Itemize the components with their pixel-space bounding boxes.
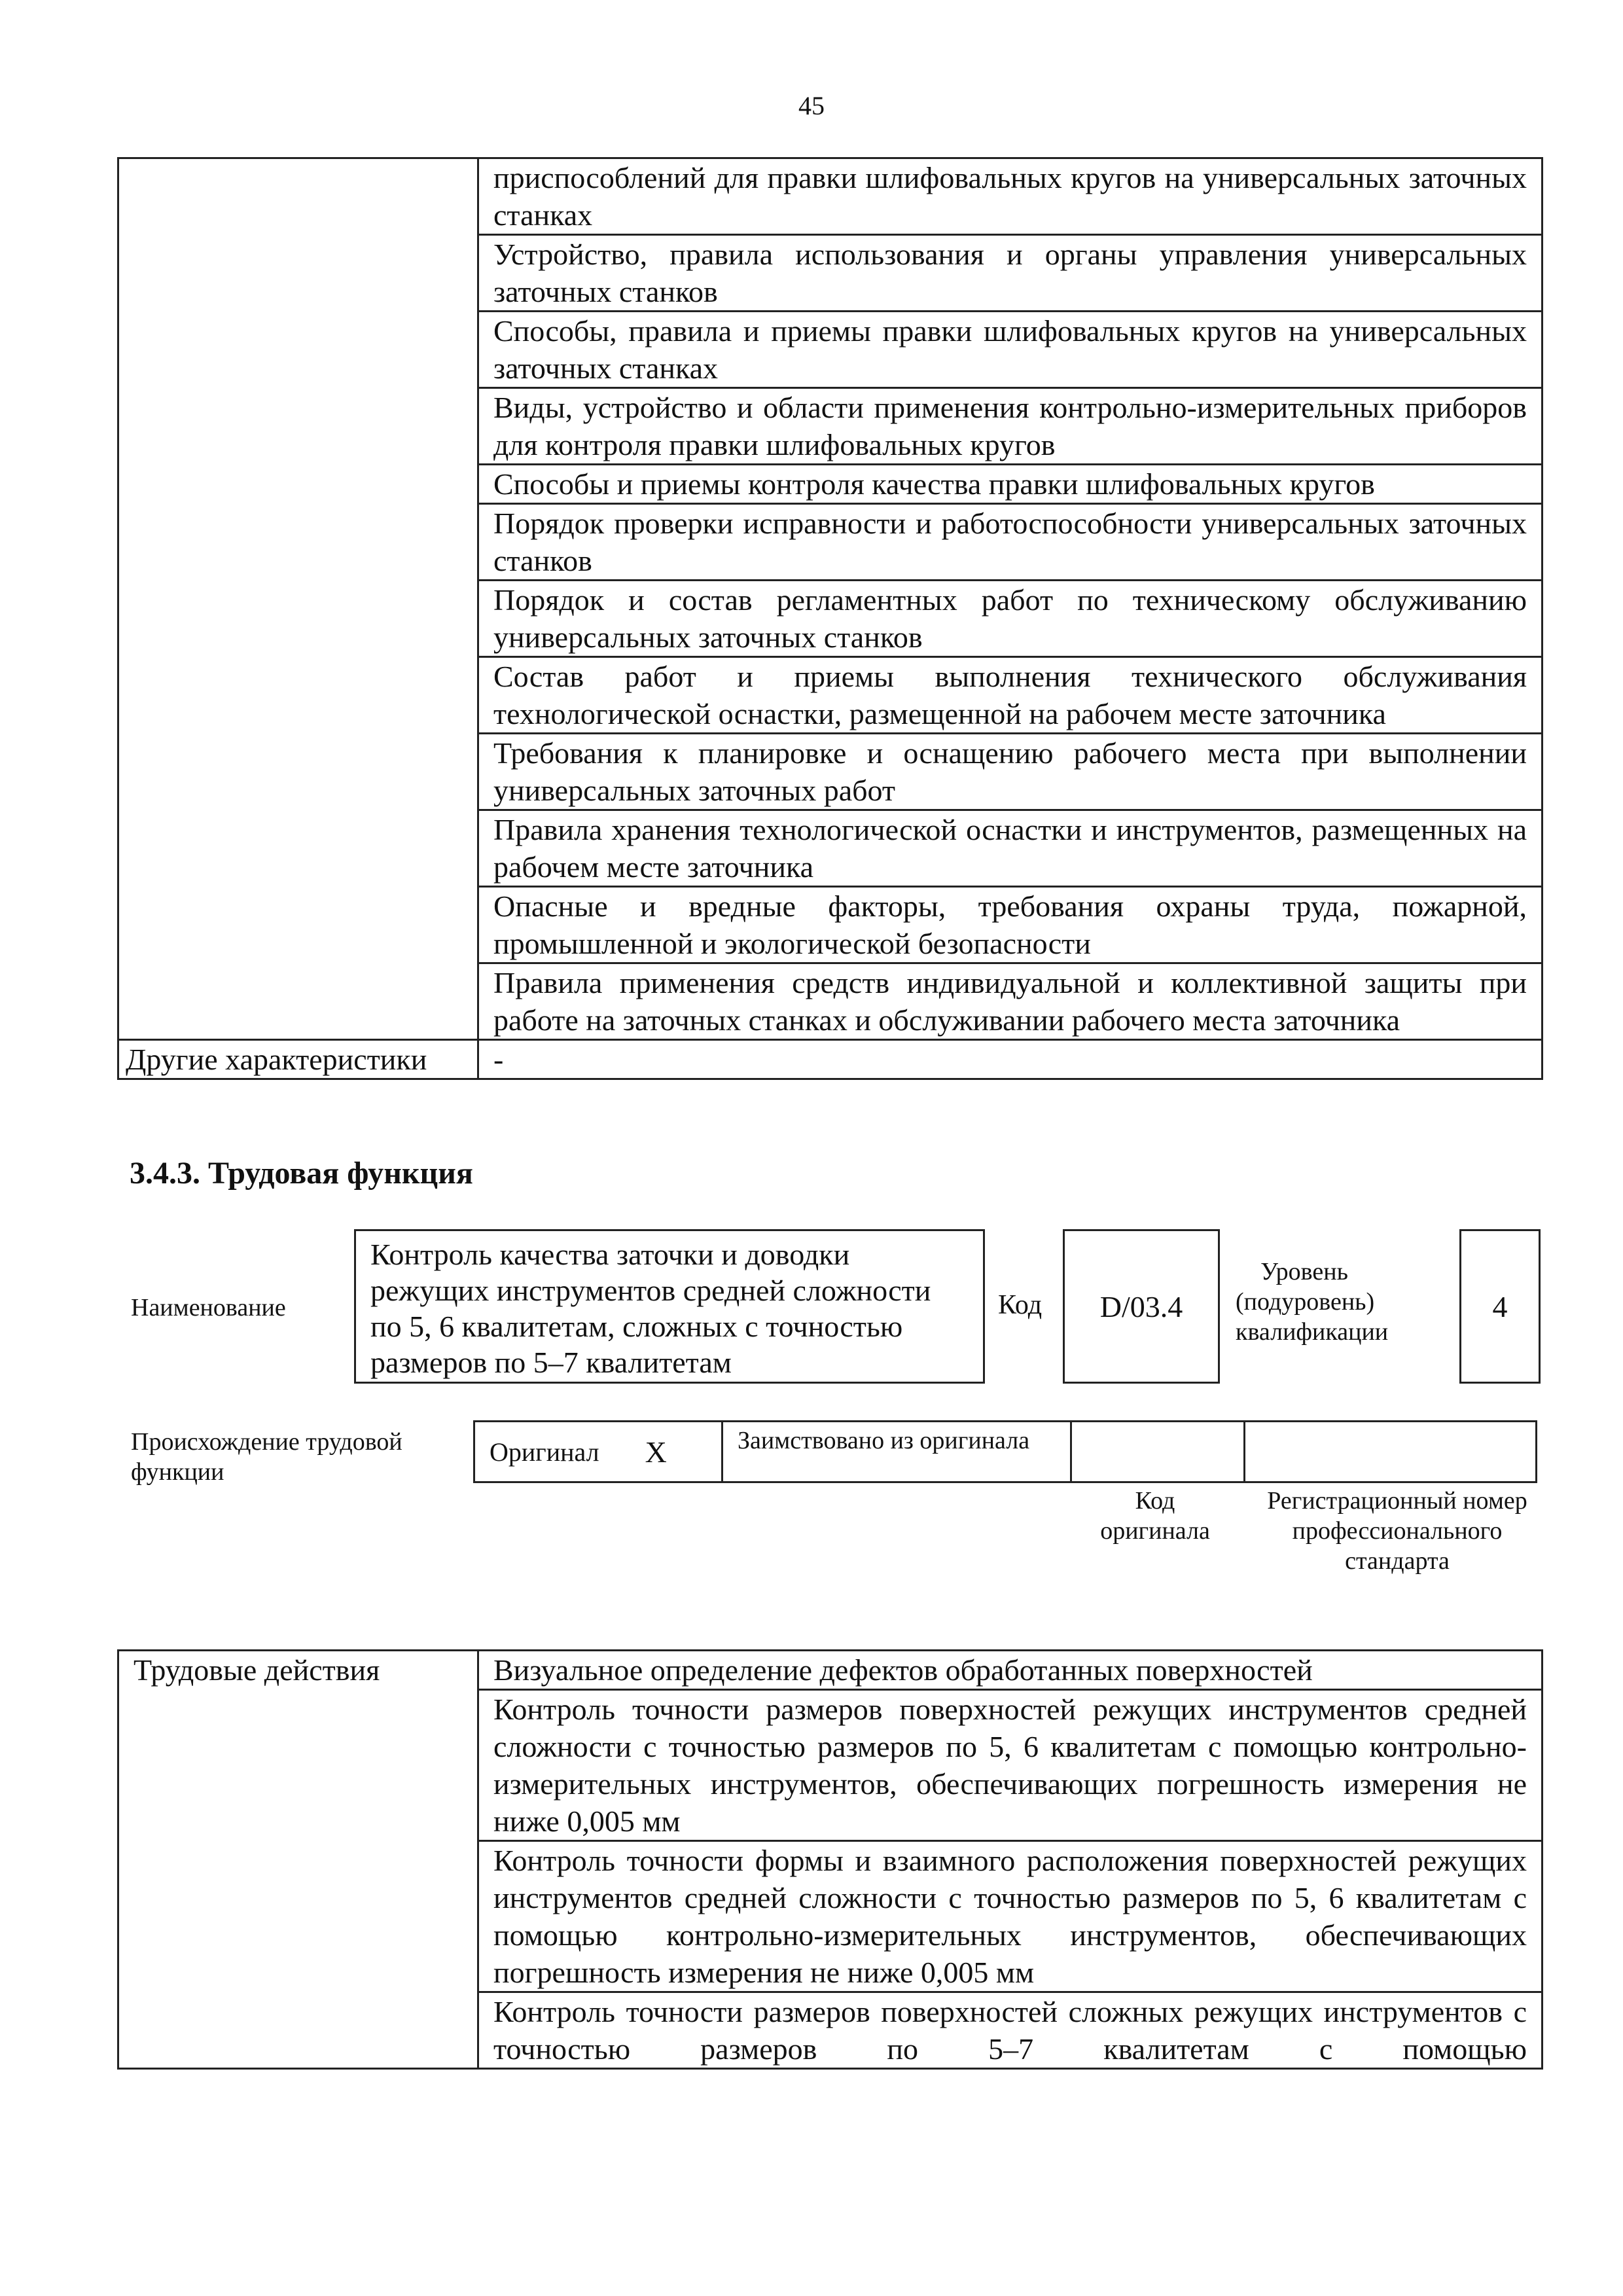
- original-cell: [473, 1420, 723, 1483]
- table-row: [118, 1040, 1543, 1079]
- borrowed-label: Заимствовано из оригинала: [721, 1420, 1072, 1483]
- level-value: 4: [1459, 1229, 1541, 1384]
- knowledge-item: Требования к планировке и оснащению рабочего места при выполнении универсальных заточных работ: [478, 734, 1543, 810]
- knowledge-item: Порядок и состав регламентных работ по техническому обслуживанию универсальных заточных станков: [478, 581, 1543, 657]
- original-mark: X: [645, 1435, 667, 1469]
- function-code: D/03.4: [1063, 1229, 1220, 1384]
- code-original-cell: [1070, 1420, 1245, 1483]
- other-characteristics-value: -: [478, 1040, 1543, 1079]
- knowledge-item: Виды, устройство и области применения контрольно-измерительных приборов для контроля правки шлифовальных кругов: [478, 388, 1543, 465]
- labor-action: Контроль точности формы и взаимного расположения поверхностей режущих инструментов средней сложности с точностью размеров по 5, 6 квалитетам с помощью контрольно-измерительных инструментов, обеспечивающих погрешность измерения не ниже 0,005 мм: [478, 1841, 1543, 1992]
- labor-actions-table: [117, 1649, 1543, 2070]
- other-characteristics-label: Другие характеристики: [118, 1040, 478, 1079]
- original-label: Оригинал: [490, 1437, 599, 1467]
- name-label: Наименование: [131, 1294, 286, 1321]
- empty-label-cell: [118, 158, 478, 1040]
- knowledge-item: Опасные и вредные факторы, требования охраны труда, пожарной, промышленной и экологической безопасности: [478, 887, 1543, 963]
- knowledge-item: Порядок проверки исправности и работоспособности универсальных заточных станков: [478, 504, 1543, 581]
- table-row: [118, 1651, 1543, 1690]
- knowledge-item: приспособлений для правки шлифовальных кругов на универсальных заточных станках: [478, 158, 1543, 235]
- reg-number-cell: [1243, 1420, 1537, 1483]
- knowledge-item: Правила применения средств индивидуальной и коллективной защиты при работе на заточных станках и обслуживании рабочего места заточника: [478, 963, 1543, 1040]
- origin-label: Происхождение трудовой функции: [131, 1428, 402, 1486]
- labor-action: Контроль точности размеров поверхностей сложных режущих инструментов с точностью размеров по 5–7 квалитетам с помощью: [478, 1992, 1543, 2069]
- labor-actions-label: Трудовые действия: [118, 1651, 478, 2069]
- code-label: Код: [998, 1290, 1043, 1320]
- labor-action: Визуальное определение дефектов обработанных поверхностей: [478, 1651, 1543, 1690]
- knowledge-item: Способы и приемы контроля качества правки шлифовальных кругов: [478, 465, 1543, 504]
- section-title: 3.4.3. Трудовая функция: [130, 1156, 473, 1191]
- labor-action: Контроль точности размеров поверхностей режущих инструментов средней сложности с точностью размеров по 5, 6 квалитетам с помощью контрольно-измерительных инструментов, обеспечивающих погрешность измерения не ниже 0,005 мм: [478, 1690, 1543, 1841]
- level-label: Уровень (подуровень) квалификации: [1236, 1258, 1389, 1346]
- knowledge-item: Способы, правила и приемы правки шлифовальных кругов на универсальных заточных станках: [478, 312, 1543, 388]
- function-name: Контроль качества заточки и доводки режущих инструментов средней сложности по 5, 6 квалитетам, сложных с точностью размеров по 5–7 квалитетам: [354, 1229, 985, 1384]
- origin-row: [475, 1420, 1537, 1483]
- table-row: [118, 158, 1543, 235]
- page-number: 45: [798, 91, 825, 120]
- knowledge-item: Состав работ и приемы выполнения технического обслуживания технологической оснастки, размещенной на рабочем месте заточника: [478, 657, 1543, 734]
- knowledge-item: Устройство, правила использования и органы управления универсальных заточных станков: [478, 235, 1543, 312]
- knowledge-item: Правила хранения технологической оснастки и инструментов, размещенных на рабочем месте заточника: [478, 810, 1543, 887]
- reg-number-label: Регистрационный номер профессионального стандарта: [1267, 1487, 1527, 1575]
- code-original-label: Код оригинала: [1100, 1487, 1210, 1545]
- continuation-table: [117, 157, 1543, 1080]
